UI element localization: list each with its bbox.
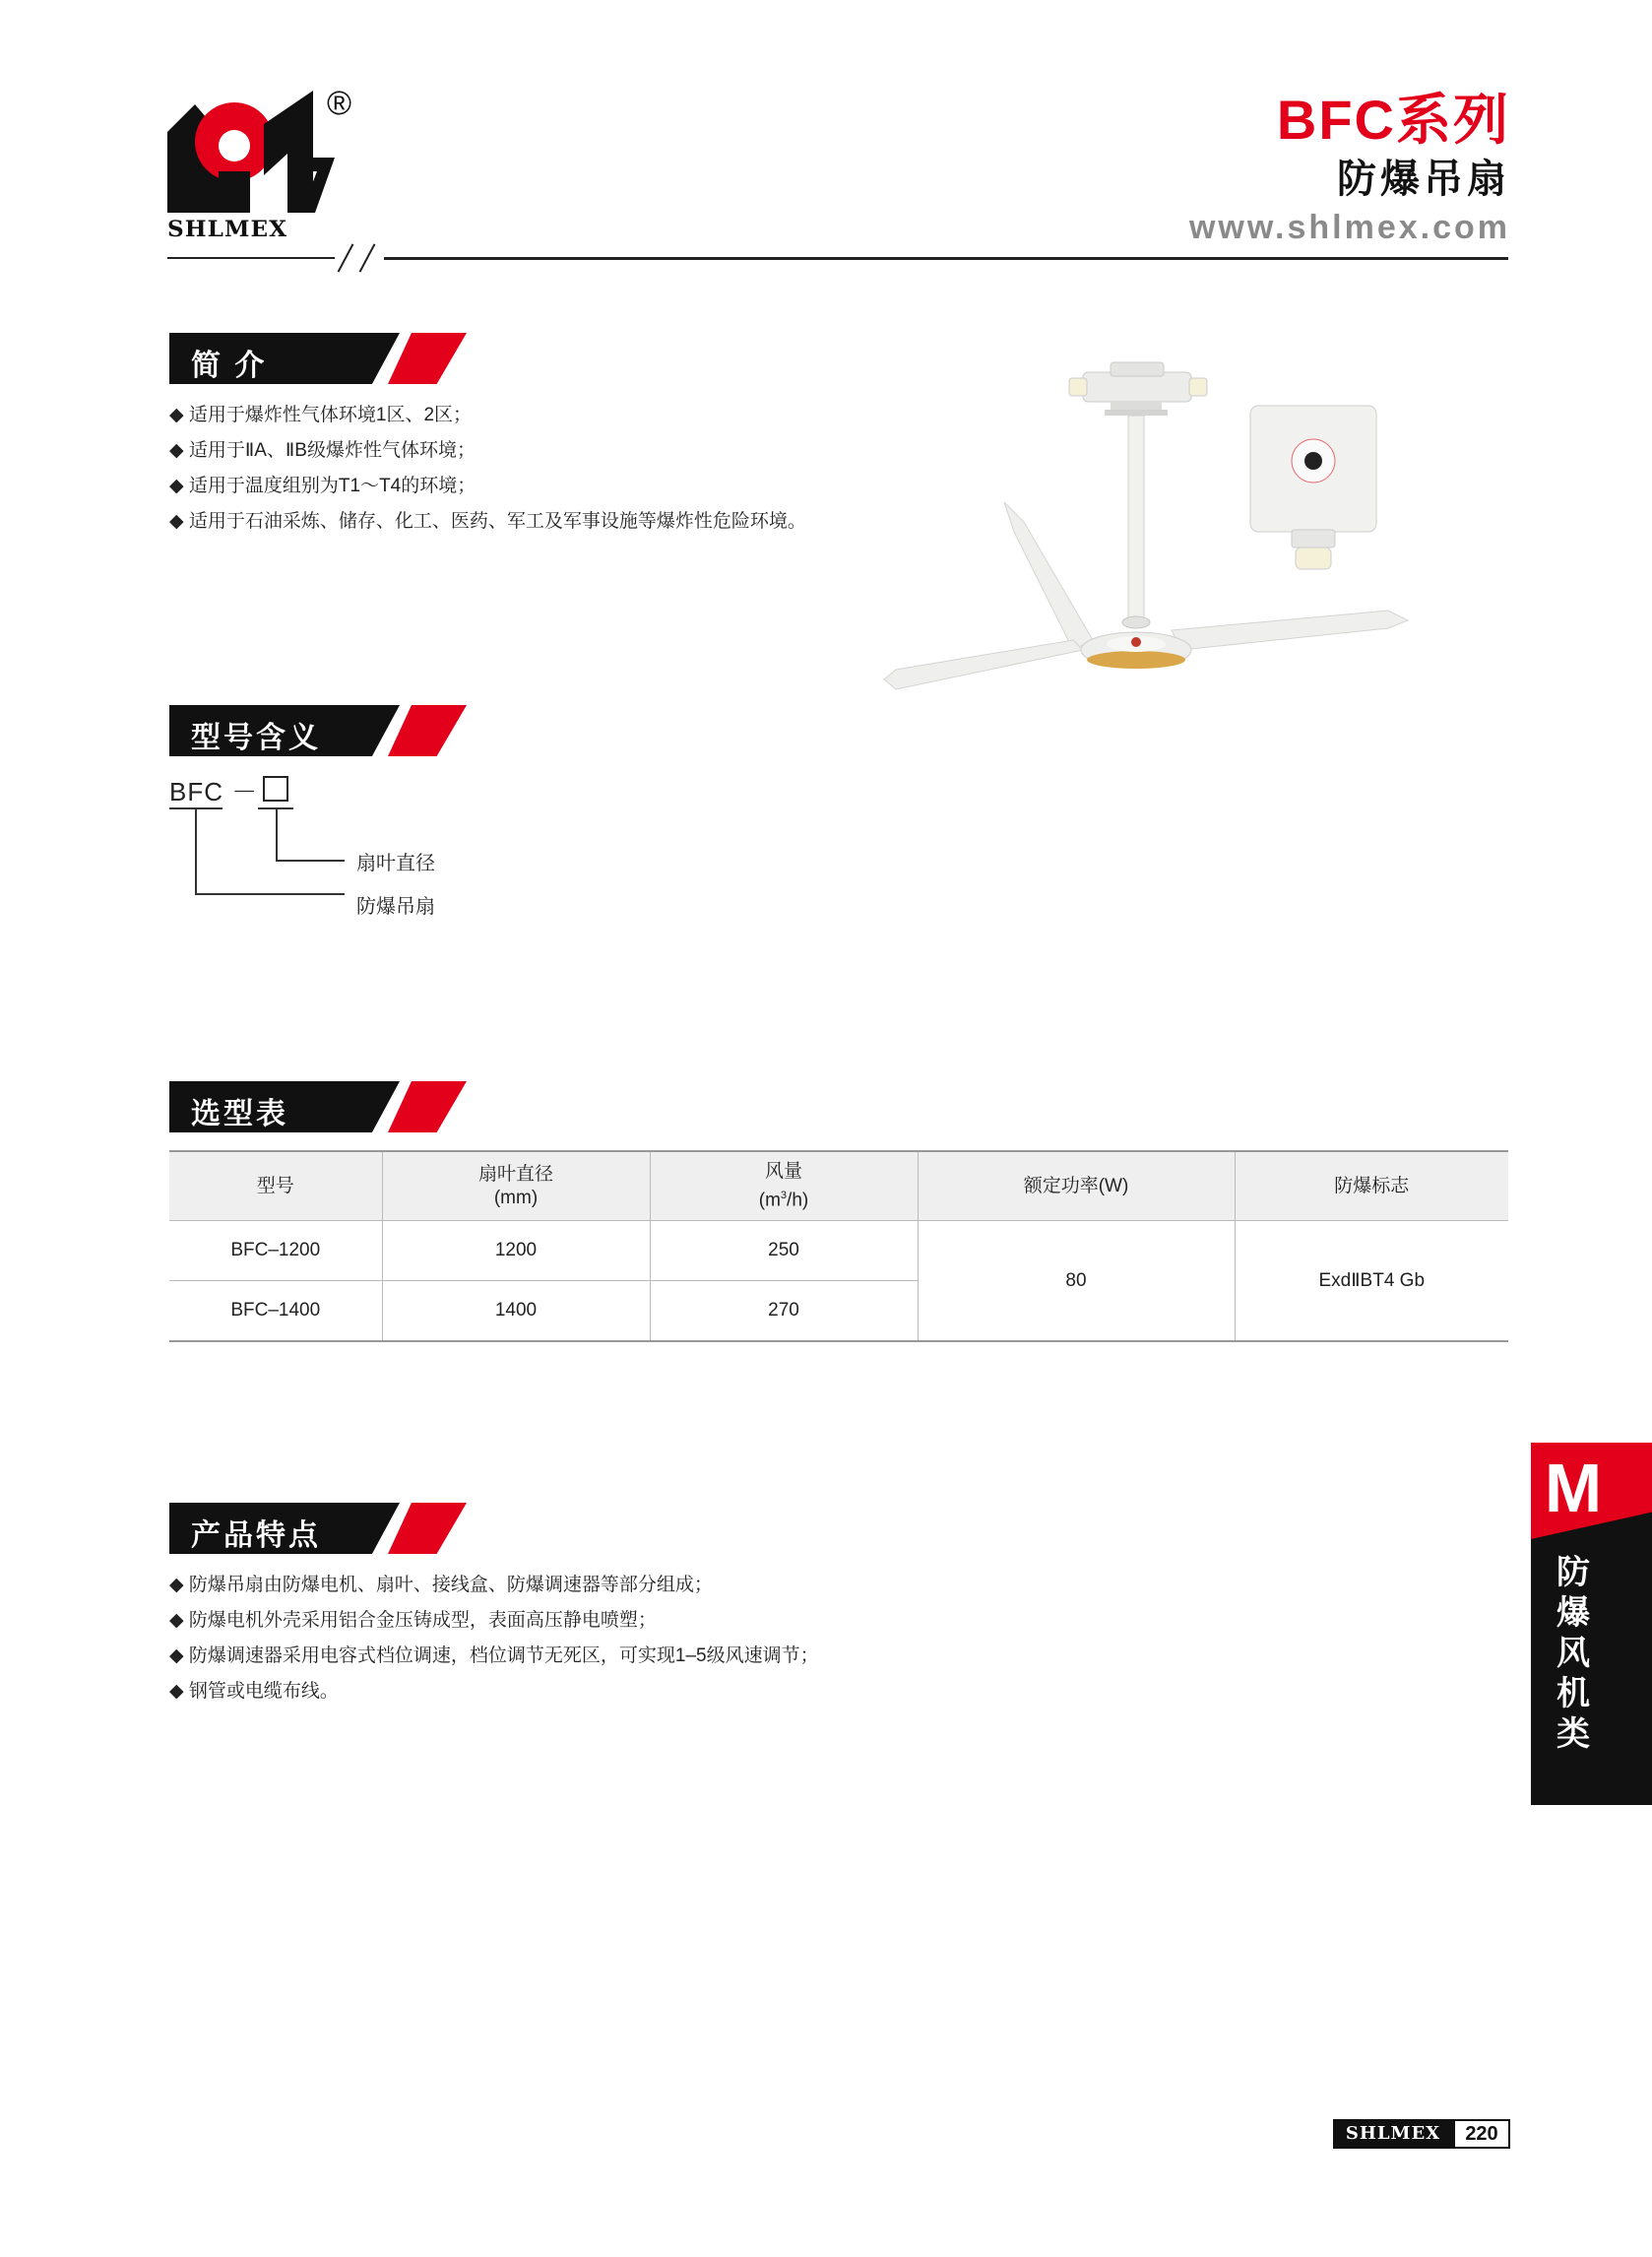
list-item: ◆ 钢管或电缆布线。	[169, 1681, 339, 1702]
model-connector	[195, 893, 345, 895]
model-code: BFC －	[169, 777, 259, 806]
intro-list	[169, 398, 806, 540]
header-marking: 防爆标志	[1235, 1151, 1508, 1221]
website-url[interactable]: www.shlmex.com	[1188, 209, 1510, 246]
cell-model: BFC–1200	[169, 1221, 382, 1281]
features-list	[169, 1568, 819, 1709]
selection-table	[169, 1150, 1508, 1342]
model-label-diameter: 扇叶直径	[356, 853, 435, 874]
header-slash	[359, 243, 376, 272]
section-header-intro	[169, 333, 465, 384]
category-label: 防 爆 风 机 类	[1557, 1554, 1590, 1753]
list-item: ◆ 适用于ⅡA、ⅡB级爆炸性气体环境；	[169, 440, 476, 461]
list-item: ◆ 防爆调速器采用电容式档位调速，档位调节无死区，可实现1–5级风速调节；	[169, 1645, 819, 1666]
list-item: ◆ 适用于石油采炼、储存、化工、医药、军工及军事设施等爆炸性危险环境。	[169, 511, 806, 532]
header-airflow: 风量 $(m^3/h)$	[650, 1151, 918, 1221]
logo-wordmark: SHLMEX	[167, 217, 288, 242]
cell-airflow: 270	[650, 1281, 918, 1342]
list-item: ◆ 防爆吊扇由防爆电机、扇叶、接线盒、防爆调速器等部分组成；	[169, 1575, 713, 1595]
section-header-selection	[169, 1081, 465, 1132]
table-row	[169, 1221, 1508, 1281]
section-title: 选型表	[191, 1098, 288, 1130]
cell-diameter: 1200	[382, 1221, 650, 1281]
page-number: 220	[1453, 2119, 1510, 2149]
category-letter: M	[1544, 1450, 1603, 1526]
ceiling-fan-image	[876, 355, 1428, 709]
header-divider-right	[384, 257, 1508, 260]
model-connector	[276, 860, 345, 862]
registered-mark: ®	[327, 85, 352, 122]
header-slash	[338, 243, 354, 272]
list-item: ◆ 适用于爆炸性气体环境1区、2区；	[169, 405, 473, 425]
cell-marking: ExdⅡBT4 Gb	[1235, 1221, 1508, 1342]
category-side-tab[interactable]	[1531, 1443, 1652, 1805]
header-divider-left	[167, 257, 335, 259]
model-connector	[276, 807, 278, 861]
model-placeholder-box	[263, 776, 288, 802]
footer-brand: SHLMEX	[1333, 2119, 1453, 2149]
table-header-row	[169, 1151, 1508, 1221]
cell-model: BFC–1400	[169, 1281, 382, 1342]
list-item: ◆ 适用于温度组别为T1～T4的环境；	[169, 476, 477, 496]
header-model: 型号	[169, 1151, 382, 1221]
section-title: 简 介	[191, 350, 268, 382]
series-title: BFC系列	[1276, 89, 1510, 151]
header-diameter: 扇叶直径 (mm)	[382, 1151, 650, 1221]
header-power: 额定功率(W)	[918, 1151, 1235, 1221]
section-header-features	[169, 1503, 465, 1554]
model-label-fan: 防爆吊扇	[356, 896, 435, 918]
cell-power: 80	[918, 1221, 1235, 1342]
section-header-model	[169, 705, 465, 756]
section-title: 型号含义	[191, 722, 321, 754]
cell-airflow: 250	[650, 1221, 918, 1281]
product-title: 防爆吊扇	[1337, 158, 1510, 201]
list-item: ◆ 防爆电机外壳采用铝合金压铸成型，表面高压静电喷塑；	[169, 1610, 657, 1631]
section-title: 产品特点	[191, 1519, 321, 1552]
model-connector	[195, 807, 197, 894]
cell-diameter: 1400	[382, 1281, 650, 1342]
